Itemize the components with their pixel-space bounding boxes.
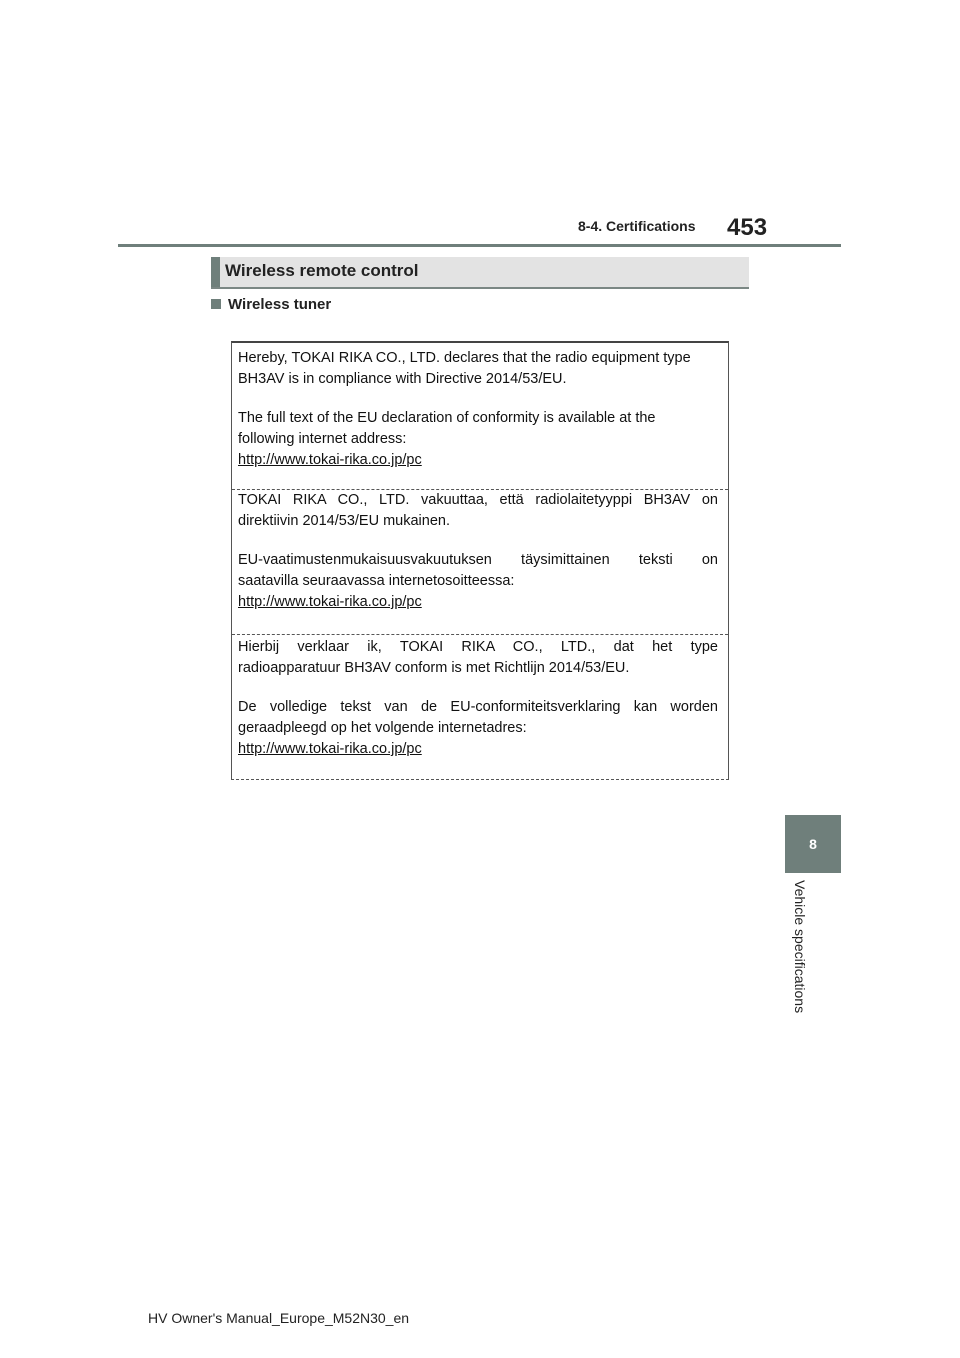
certificate-english [238,348,718,471]
certificate-dutch [238,637,718,760]
sub-heading-text: Wireless tuner [228,296,332,313]
cert-line: Hereby, TOKAI RIKA CO., LTD. declares that the radio equipment type [238,350,691,366]
cert-line: direktiivin 2014/53/EU mukainen. [238,513,450,529]
cert-divider [232,634,728,635]
square-bullet-icon [211,299,221,309]
section-bar-accent [211,257,220,287]
chapter-label: Vehicle specifications [792,880,808,1014]
cert-line: saatavilla seuraavassa internetosoitteessa: [238,573,515,589]
cert-line: De volledige tekst van de EU-conformiteitsverklaring kan worden [238,699,718,715]
header-divider [118,244,841,247]
sub-heading [211,296,331,313]
footer-manual-id: HV Owner's Manual_Europe_M52N30_en [148,1310,410,1326]
cert-line: geraadpleegd op het volgende internetadres: [238,720,527,736]
section-title-bar [211,257,749,289]
cert-line: radioapparatuur BH3AV conform is met Richtlijn 2014/53/EU. [238,660,630,676]
cert-line: following internet address: [238,431,407,447]
cert-line: TOKAI RIKA CO., LTD. vakuuttaa, että radiolaitetyyppi BH3AV on [238,492,718,508]
cert-url: http://www.tokai-rika.co.jp/pc [238,452,422,468]
cert-line: The full text of the EU declaration of conformity is available at the [238,410,656,426]
cert-url: http://www.tokai-rika.co.jp/pc [238,741,422,757]
cert-url: http://www.tokai-rika.co.jp/pc [238,594,422,610]
section-title: Wireless remote control [225,261,419,280]
cert-line: Hierbij verklaar ik, TOKAI RIKA CO., LTD., dat het type [238,639,718,655]
section-header: 8-4. Certifications [578,218,696,234]
page-number: 453 [727,214,768,241]
cert-line: EU-vaatimustenmukaisuusvakuutuksen täysimittainen teksti on [238,552,718,568]
certificate-image [231,341,729,780]
chapter-tab: 8 [785,815,841,873]
certificate-finnish [238,490,718,613]
cert-line: BH3AV is in compliance with Directive 2014/53/EU. [238,371,567,387]
